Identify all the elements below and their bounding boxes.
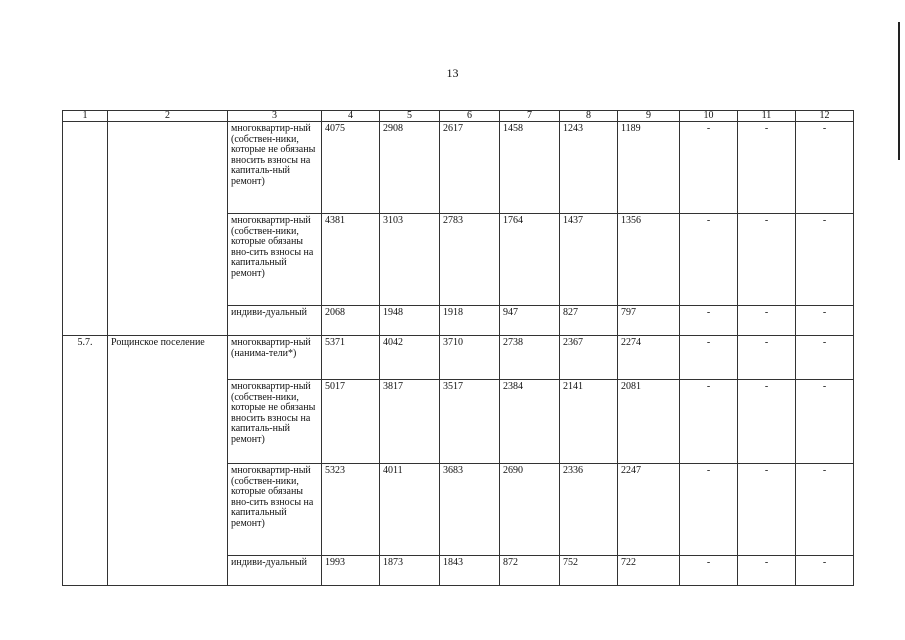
housing-type: многоквартир-ный (нанима-тели*) [228, 336, 322, 380]
value-cell: 3103 [380, 214, 440, 306]
value-cell: 3817 [380, 380, 440, 464]
value-cell: 2141 [560, 380, 618, 464]
value-cell: 1948 [380, 306, 440, 336]
value-cell: 2738 [500, 336, 560, 380]
column-header: 3 [228, 111, 322, 122]
column-header: 2 [108, 111, 228, 122]
housing-type: многоквартир-ный (собствен-ники, которые не обязаны вносить взносы на капиталь-ный ремонт) [228, 380, 322, 464]
value-cell: - [680, 380, 738, 464]
value-cell: 827 [560, 306, 618, 336]
value-cell: 4042 [380, 336, 440, 380]
value-cell: 1243 [560, 122, 618, 214]
housing-type: многоквартир-ный (собствен-ники, которые не обязаны вносить взносы на капиталь-ный ремонт) [228, 122, 322, 214]
value-cell: 1458 [500, 122, 560, 214]
value-cell: - [738, 214, 796, 306]
column-header: 11 [738, 111, 796, 122]
value-cell: 1356 [618, 214, 680, 306]
settlement-name [108, 122, 228, 336]
value-cell: - [680, 464, 738, 556]
value-cell: - [738, 336, 796, 380]
value-cell: 3683 [440, 464, 500, 556]
column-header: 9 [618, 111, 680, 122]
value-cell: 797 [618, 306, 680, 336]
value-cell: 947 [500, 306, 560, 336]
value-cell: 2247 [618, 464, 680, 556]
value-cell: - [796, 556, 854, 586]
value-cell: 5017 [322, 380, 380, 464]
value-cell: - [738, 306, 796, 336]
value-cell: - [796, 464, 854, 556]
value-cell: 1873 [380, 556, 440, 586]
value-cell: - [680, 214, 738, 306]
value-cell: - [796, 214, 854, 306]
column-header: 12 [796, 111, 854, 122]
value-cell: 1437 [560, 214, 618, 306]
value-cell: - [796, 380, 854, 464]
header-row [63, 111, 854, 122]
value-cell: 5323 [322, 464, 380, 556]
value-cell: 1189 [618, 122, 680, 214]
column-header: 7 [500, 111, 560, 122]
value-cell: 4011 [380, 464, 440, 556]
value-cell: - [680, 122, 738, 214]
value-cell: 4075 [322, 122, 380, 214]
value-cell: 2617 [440, 122, 500, 214]
value-cell: 2783 [440, 214, 500, 306]
column-header: 5 [380, 111, 440, 122]
column-header: 8 [560, 111, 618, 122]
value-cell: - [796, 306, 854, 336]
value-cell: 1843 [440, 556, 500, 586]
value-cell: 2274 [618, 336, 680, 380]
value-cell: 3517 [440, 380, 500, 464]
value-cell: - [738, 464, 796, 556]
page-edge-mark [898, 22, 900, 160]
table-row [63, 122, 854, 214]
value-cell: 722 [618, 556, 680, 586]
page-number: 13 [446, 66, 459, 80]
value-cell: 2068 [322, 306, 380, 336]
value-cell: 2336 [560, 464, 618, 556]
value-cell: - [796, 122, 854, 214]
value-cell: - [738, 556, 796, 586]
value-cell: - [680, 336, 738, 380]
table-row [63, 336, 854, 380]
settlement-name: Рощинское поселение [108, 336, 228, 586]
column-header: 4 [322, 111, 380, 122]
value-cell: 752 [560, 556, 618, 586]
value-cell: 2081 [618, 380, 680, 464]
value-cell: 3710 [440, 336, 500, 380]
value-cell: 2908 [380, 122, 440, 214]
table-body [63, 122, 854, 586]
housing-type: многоквартир-ный (собствен-ники, которые обязаны вно-сить взносы на капитальный ремонт) [228, 214, 322, 306]
value-cell: - [738, 122, 796, 214]
value-cell: 1993 [322, 556, 380, 586]
value-cell: - [680, 306, 738, 336]
value-cell: 1918 [440, 306, 500, 336]
value-cell: - [796, 336, 854, 380]
value-cell: 2384 [500, 380, 560, 464]
value-cell: 2690 [500, 464, 560, 556]
column-header: 1 [63, 111, 108, 122]
value-cell: 1764 [500, 214, 560, 306]
value-cell: - [738, 380, 796, 464]
value-cell: 5371 [322, 336, 380, 380]
value-cell: 872 [500, 556, 560, 586]
column-header: 6 [440, 111, 500, 122]
value-cell: 2367 [560, 336, 618, 380]
housing-type: многоквартир-ный (собствен-ники, которые обязаны вно-сить взносы на капитальный ремонт) [228, 464, 322, 556]
row-number: 5.7. [63, 336, 108, 586]
row-number [63, 122, 108, 336]
housing-type: индиви-дуальный [228, 556, 322, 586]
column-header: 10 [680, 111, 738, 122]
tariff-table [62, 110, 854, 586]
value-cell: 4381 [322, 214, 380, 306]
value-cell: - [680, 556, 738, 586]
housing-type: индиви-дуальный [228, 306, 322, 336]
